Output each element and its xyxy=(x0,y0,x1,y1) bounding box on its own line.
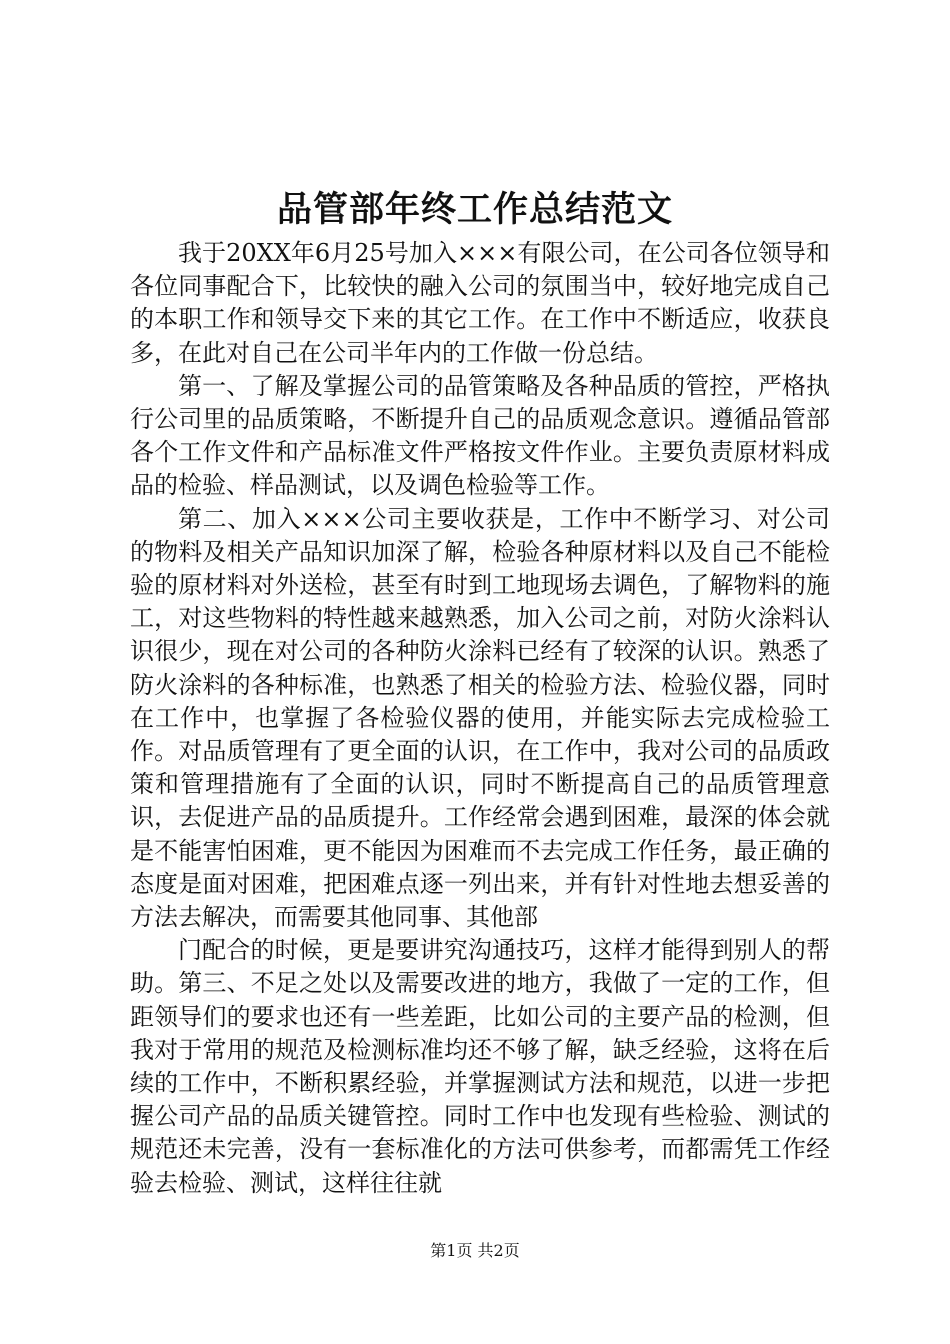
document-title: 品管部年终工作总结范文 xyxy=(276,189,673,230)
paragraph-first: 第一、了解及掌握公司的品管策略及各种品质的管控，严格执行公司里的品质策略，不断提升自己的品质观念意识。遵循品管部各个工作文件和产品标准文件严格按文件作业。主要负责原材料成品的检验、样品测试，以及调色检验等工作。 xyxy=(130,371,830,500)
page-footer: 第1页 共2页 xyxy=(430,1241,520,1260)
document-body xyxy=(130,237,830,1200)
paragraph-continued: 门配合的时候，更是要讲究沟通技巧，这样才能得到别人的帮助。第三、不足之处以及需要改进的地方，我做了一定的工作，但距领导们的要求也还有一些差距，比如公司的主要产品的检测，但我对于常用的规范及检测标准均还不够了解，缺乏经验，这将在后续的工作中，不断积累经验，并掌握测试方法和规范，以进一步把握公司产品的品质关键管控。同时工作中也发现有些检验、测试的规范还未完善，没有一套标准化的方法可供参考，而都需凭工作经验去检验、测试，这样往往就 xyxy=(130,936,830,1197)
paragraph-intro: 我于20XX年6月25号加入×××有限公司，在公司各位领导和各位同事配合下，比较快的融入公司的氛围当中，较好地完成自己的本职工作和领导交下来的其它工作。在工作中不断适应，收获良多，在此对自己在公司半年内的工作做一份总结。 xyxy=(130,239,830,367)
paragraph-second: 第二、加入×××公司主要收获是，工作中不断学习、对公司的物料及相关产品知识加深了解，检验各种原材料以及自己不能检验的原材料对外送检，甚至有时到工地现场去调色，了解物料的施工，对这些物料的特性越来越熟悉，加入公司之前，对防火涂料认识很少，现在对公司的各种防火涂料已经有了较深的认识。熟悉了防火涂料的各种标准，也熟悉了相关的检验方法、检验仪器，同时在工作中，也掌握了各检验仪器的使用，并能实际去完成检验工作。对品质管理有了更全面的认识，在工作中，我对公司的品质政策和管理措施有了全面的认识，同时不断提高自己的品质管理意识，去促进产品的品质提升。工作经常会遇到困难，最深的体会就是不能害怕困难，更不能因为困难而不去完成工作任务，最正确的态度是面对困难，把困难点逐一列出来，并有针对性地去想妥善的方法去解决，而需要其他同事、其他部 xyxy=(130,504,830,932)
